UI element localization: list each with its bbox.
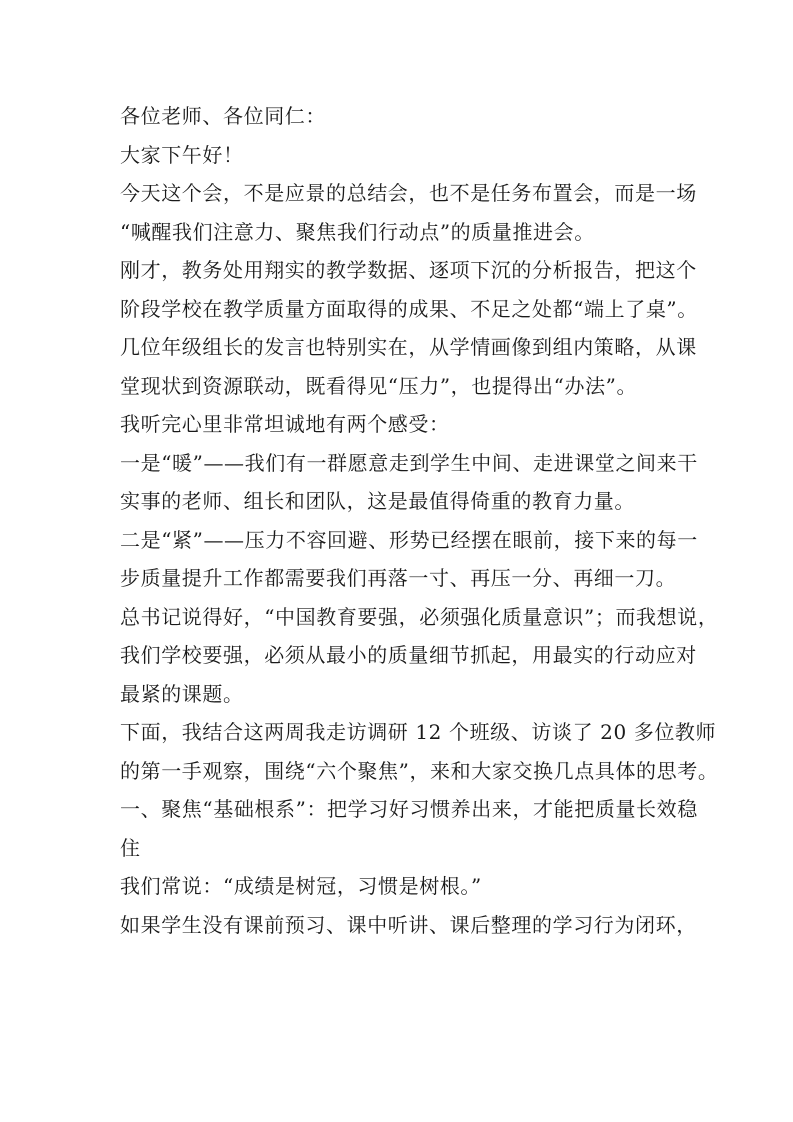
section-heading-line: 住 bbox=[120, 835, 141, 860]
text-line: 堂现状到资源联动，既看得见“压力”，也提得出“办法”。 bbox=[120, 373, 638, 398]
text-line: 我听完心里非常坦诚地有两个感受： bbox=[120, 412, 450, 436]
section-heading-line: 一、聚焦“基础根系”：把学习好习惯养出来，才能把质量长效稳 bbox=[120, 797, 698, 821]
text-line: 二是“紧”——压力不容回避、形势已经摆在眼前，接下来的每一 bbox=[120, 527, 698, 552]
text-line: 今天这个会，不是应景的总结会，也不是任务布置会，而是一场 bbox=[120, 181, 697, 205]
text-line: 一是“暖”——我们有一群愿意走到学生中间、走进课堂之间来干 bbox=[120, 450, 698, 475]
greeting-line: 大家下午好！ bbox=[120, 142, 244, 167]
document-body bbox=[120, 97, 719, 944]
text-line: 最紧的课题。 bbox=[120, 681, 244, 706]
text-line: 刚才，教务处用翔实的教学数据、逐项下沉的分析报告，把这个 bbox=[120, 258, 697, 282]
text-line: 步质量提升工作都需要我们再落一寸、再压一分、再细一刀。 bbox=[120, 566, 677, 590]
text-line: 我们常说：“成绩是树冠，习惯是树根。” bbox=[120, 874, 482, 898]
salutation-line: 各位老师、各位同仁： bbox=[120, 104, 326, 128]
text-line: “喊醒我们注意力、聚焦我们行动点”的质量推进会。 bbox=[120, 219, 595, 244]
text-line: 如果学生没有课前预习、课中听讲、课后整理的学习行为闭环， bbox=[120, 912, 697, 937]
text-line: 下面，我结合这两周我走访调研 12 个班级、访谈了 20 多位教师 bbox=[120, 720, 717, 744]
text-line: 我们学校要强，必须从最小的质量细节抓起，用最实的行动应对 bbox=[120, 643, 697, 667]
text-line: 实事的老师、组长和团队，这是最值得倚重的教育力量。 bbox=[120, 489, 635, 513]
text-line: 几位年级组长的发言也特别实在，从学情画像到组内策略，从课 bbox=[120, 335, 697, 359]
text-line: 阶段学校在教学质量方面取得的成果、不足之处都“端上了桌”。 bbox=[120, 296, 698, 321]
text-line: 总书记说得好，“中国教育要强，必须强化质量意识”；而我想说， bbox=[120, 604, 719, 629]
text-line: 的第一手观察，围绕“六个聚焦”，来和大家交换几点具体的思考。 bbox=[120, 758, 719, 783]
